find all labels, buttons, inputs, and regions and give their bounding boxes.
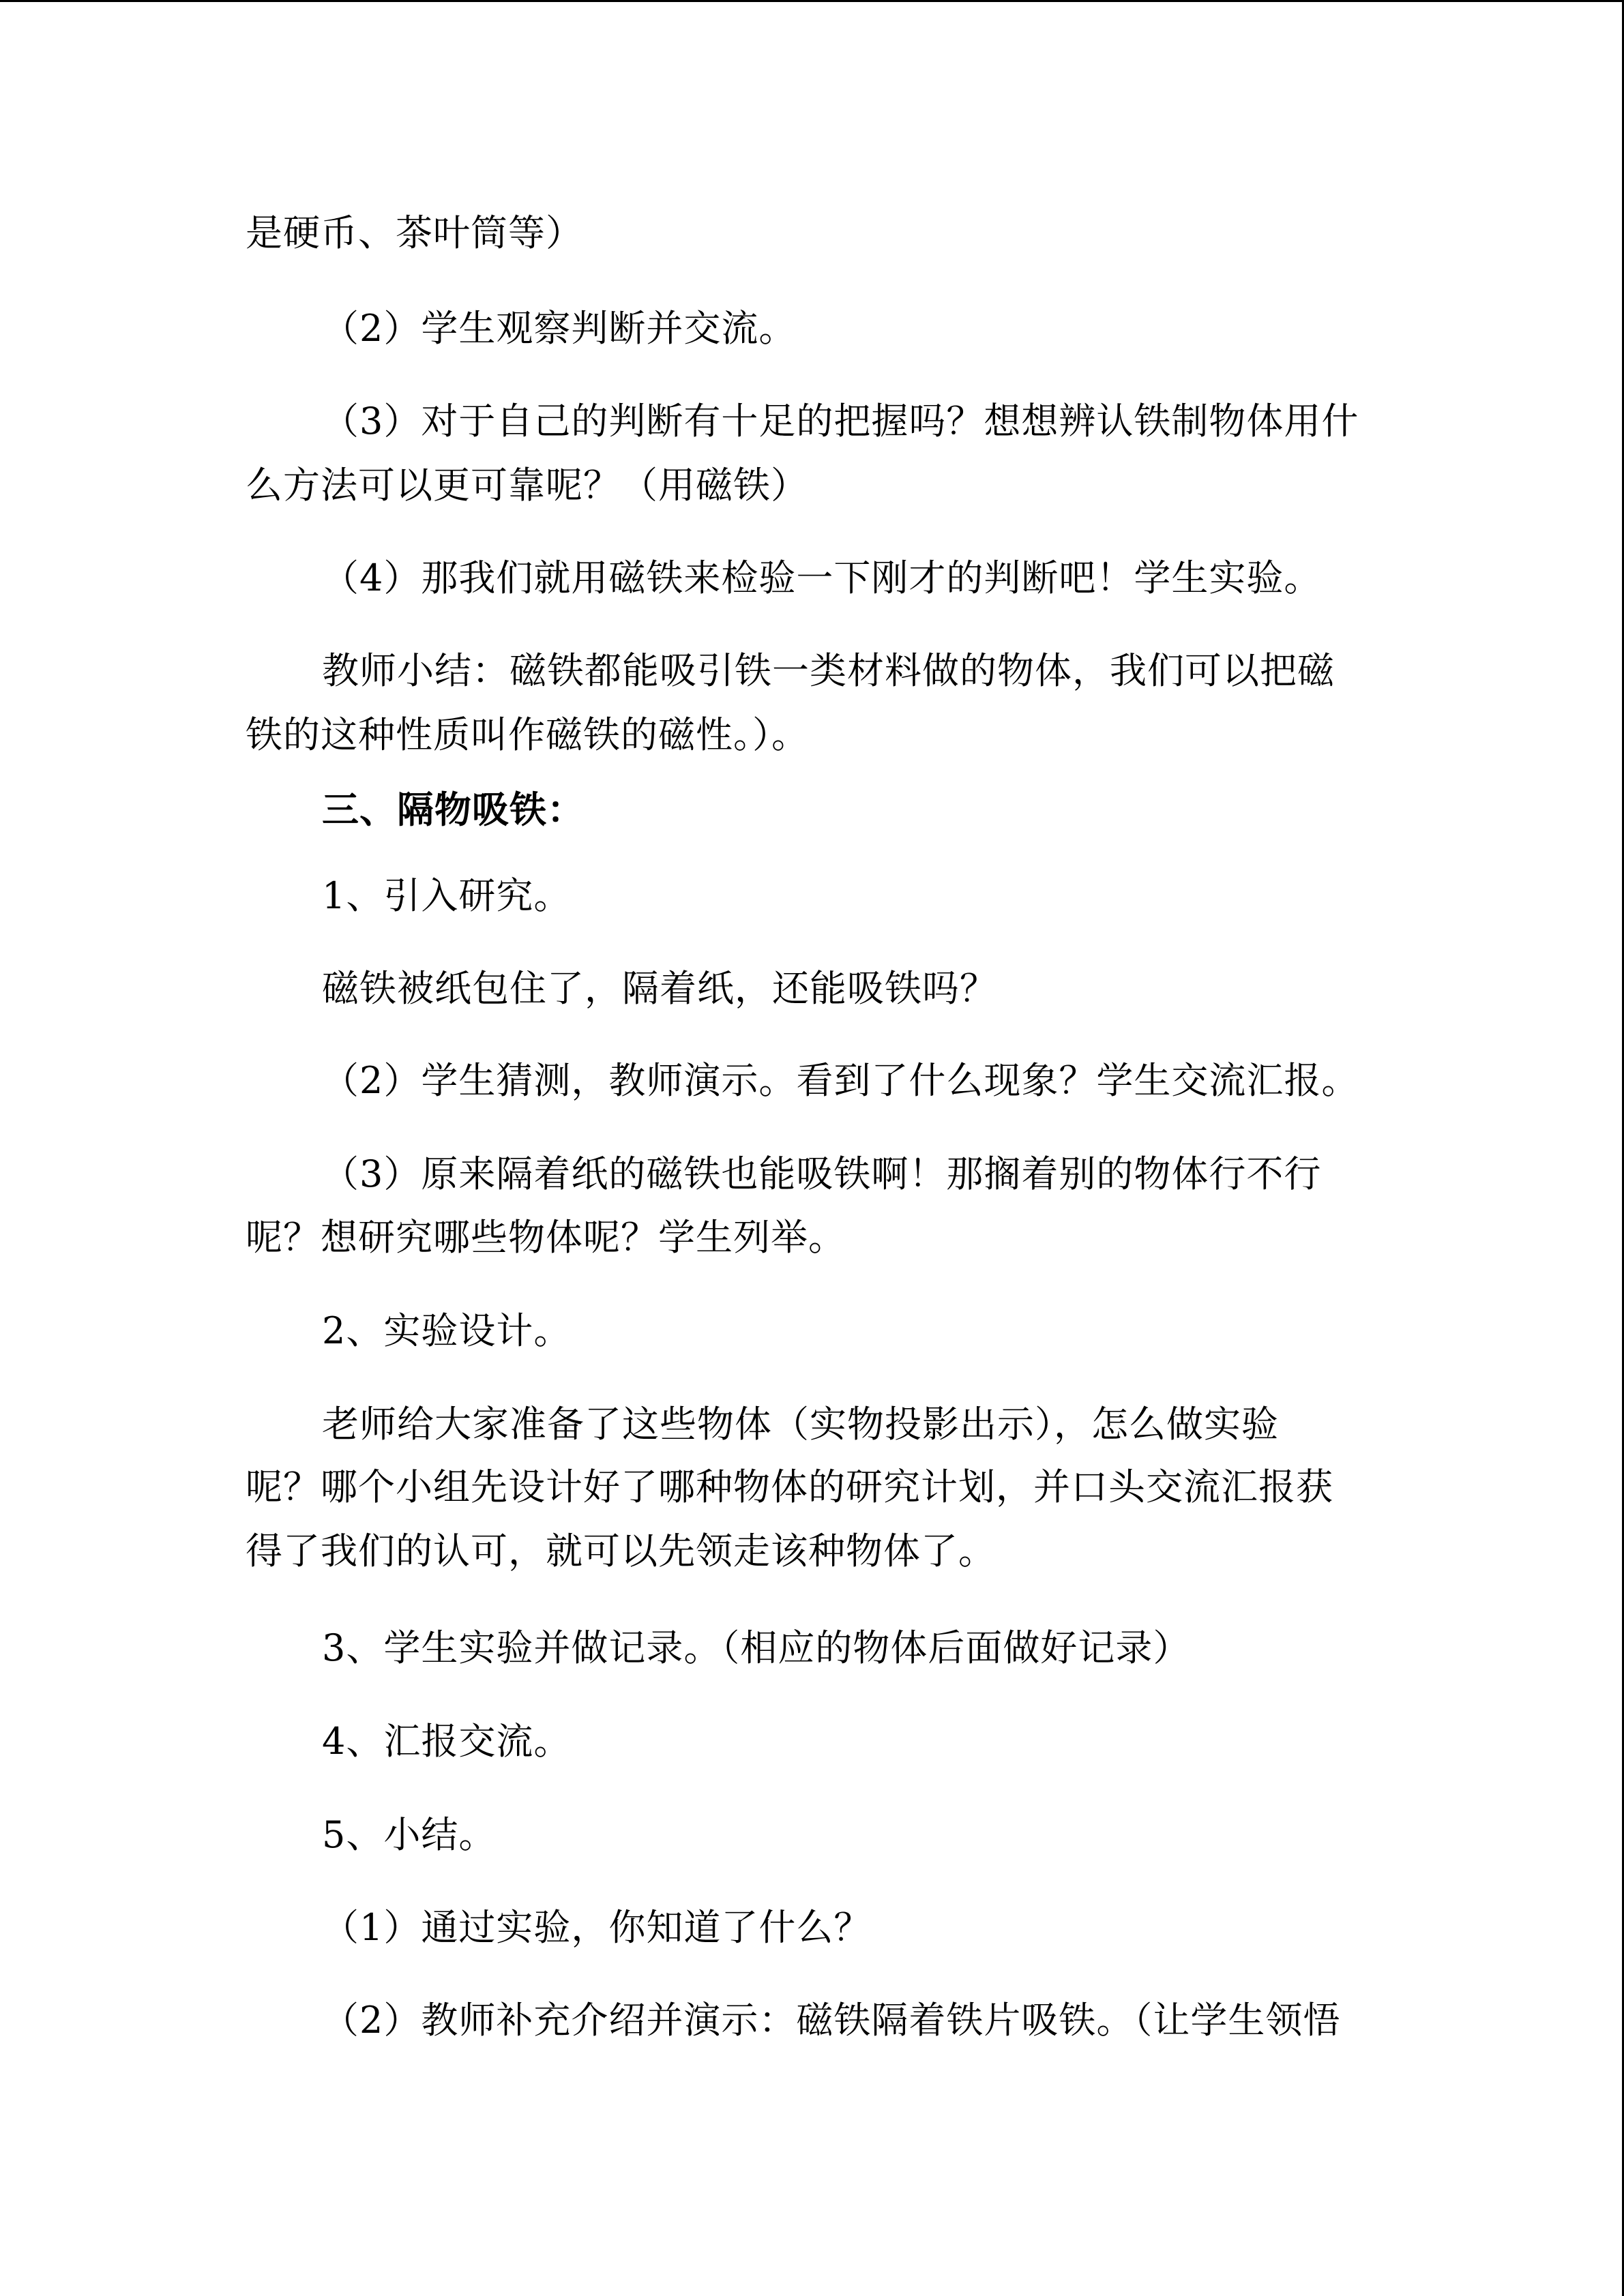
text-line-19: 4、汇报交流。 [322, 1720, 572, 1763]
text-line-1: 是硬币、茶叶筒等） [246, 211, 583, 254]
text-line-2: （2）学生观察判断并交流。 [322, 307, 797, 350]
text-line-11: （2）学生猜测，教师演示。看到了什么现象？学生交流汇报。 [322, 1059, 1359, 1102]
text-line-4: 么方法可以更可靠呢？（用磁铁） [246, 464, 808, 507]
text-line-5: （4）那我们就用磁铁来检验一下刚才的判断吧！学生实验。 [322, 556, 1322, 599]
text-line-7: 铁的这种性质叫作磁铁的磁性。）。 [246, 713, 809, 756]
page-top-border [0, 0, 1624, 2]
section-heading: 三、隔物吸铁： [322, 788, 585, 831]
text-line-9: 1、引入研究。 [322, 874, 572, 917]
text-line-22: （2）教师补充介绍并演示：磁铁隔着铁片吸铁。（让学生领悟 [322, 1999, 1341, 2042]
text-line-18: 3、学生实验并做记录。（相应的物体后面做好记录） [322, 1626, 1191, 1669]
text-line-20: 5、小结。 [322, 1813, 497, 1856]
text-line-15: 老师给大家准备了这些物体（实物投影出示），怎么做实验 [322, 1403, 1279, 1446]
text-line-14: 2、实验设计。 [322, 1309, 572, 1352]
text-line-17: 得了我们的认可，就可以先领走该种物体了。 [246, 1530, 996, 1572]
text-line-10: 磁铁被纸包住了，隔着纸，还能吸铁吗？ [322, 967, 997, 1010]
text-line-6: 教师小结：磁铁都能吸引铁一类材料做的物体，我们可以把磁 [322, 649, 1335, 692]
text-line-13: 呢？想研究哪些物体呢？学生列举。 [246, 1216, 846, 1259]
text-line-3: （3）对于自己的判断有十足的把握吗？想想辨认铁制物体用什 [322, 400, 1359, 443]
text-line-21: （1）通过实验，你知道了什么？ [322, 1906, 872, 1949]
text-line-12: （3）原来隔着纸的磁铁也能吸铁啊！那搁着别的物体行不行 [322, 1152, 1322, 1195]
text-line-16: 呢？哪个小组先设计好了哪种物体的研究计划，并口头交流汇报获 [246, 1465, 1333, 1508]
